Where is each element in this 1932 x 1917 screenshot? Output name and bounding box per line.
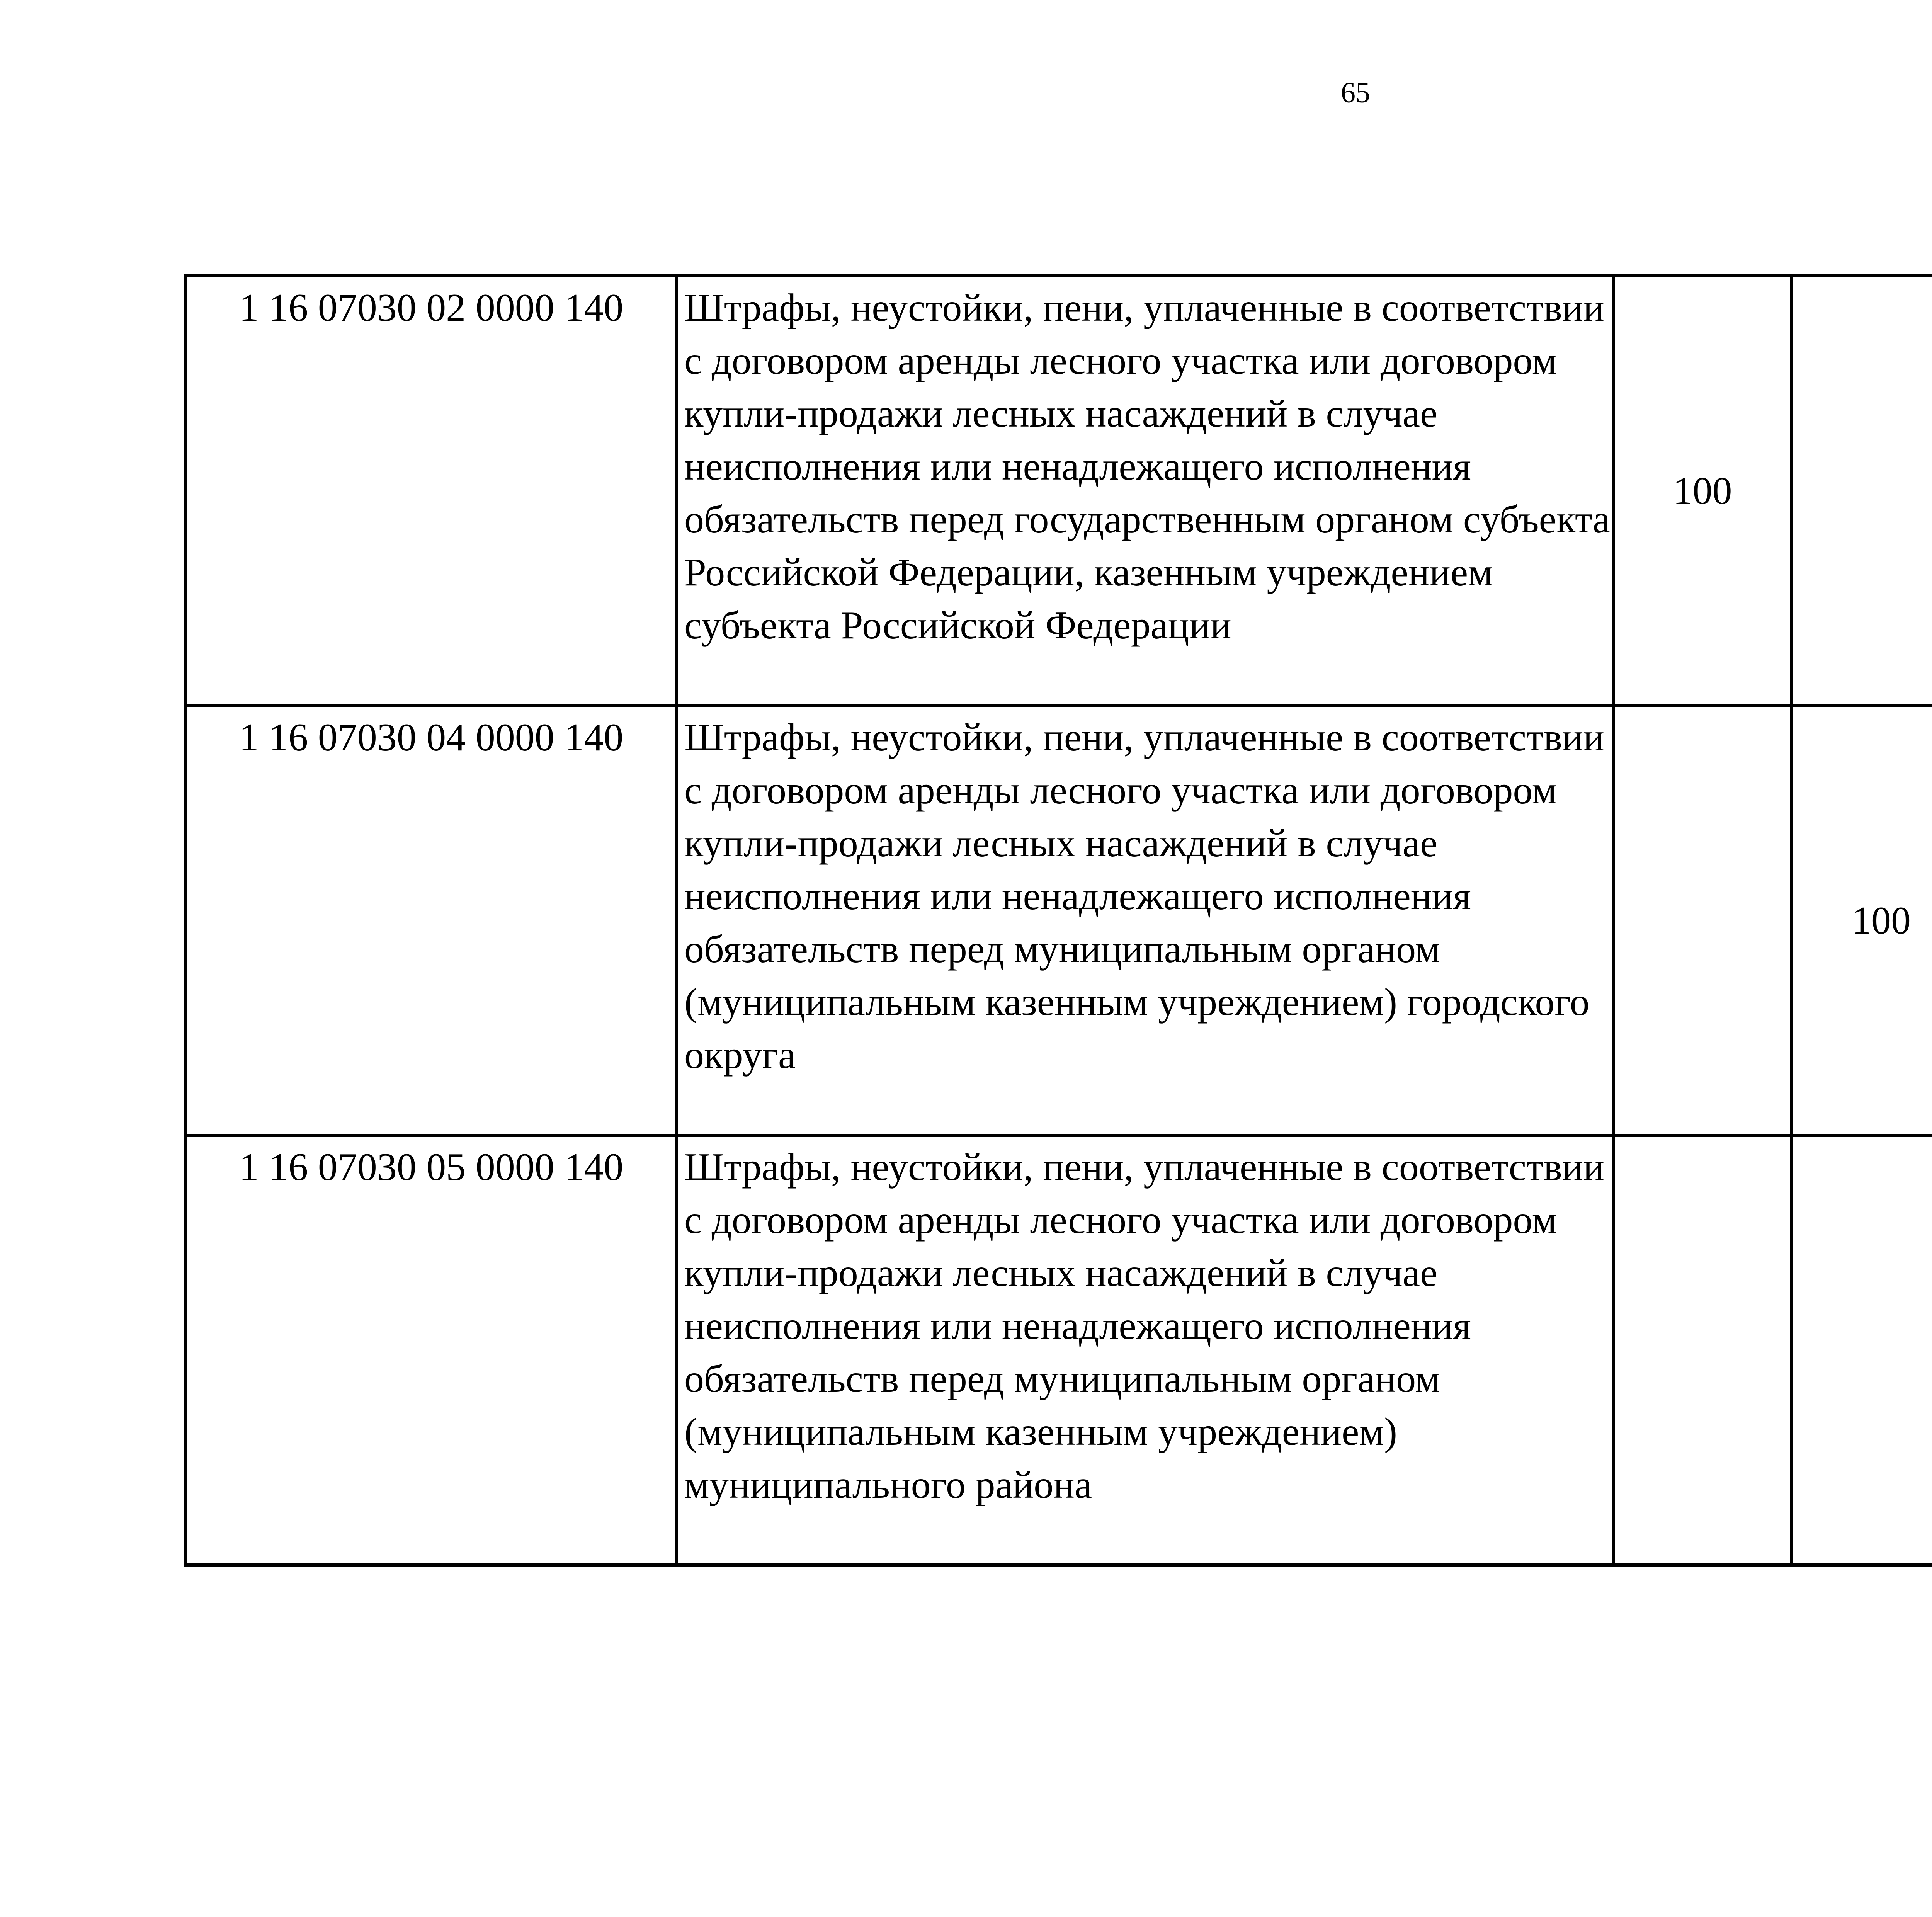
- value-cell: 100: [1614, 276, 1791, 706]
- value-cell: [1791, 276, 1932, 706]
- description-cell: Штрафы, неустойки, пени, уплаченные в соответствии с договором аренды лесного участка или договором купли-продажи лесных насаждений в случае неисполнения или ненадлежащего исполнения обязательств перед государственным органом субъекта Российской Федерации, казенным учреждением субъекта Российской Федерации: [677, 276, 1614, 706]
- value-cell: [1791, 1135, 1932, 1565]
- table-row: [186, 1135, 1932, 1565]
- value-cell: [1614, 1135, 1791, 1565]
- budget-code-cell: 1 16 07030 04 0000 140: [186, 706, 677, 1135]
- description-cell: Штрафы, неустойки, пени, уплаченные в соответствии с договором аренды лесного участка или договором купли-продажи лесных насаждений в случае неисполнения или ненадлежащего исполнения обязательств перед муниципальным органом (муниципальным казенным учреждением) муниципального района: [677, 1135, 1614, 1565]
- value-cell: [1614, 706, 1791, 1135]
- budget-code-cell: 1 16 07030 02 0000 140: [186, 276, 677, 706]
- value-cell: 100: [1791, 706, 1932, 1135]
- budget-code-cell: 1 16 07030 05 0000 140: [186, 1135, 677, 1565]
- revenue-distribution-table: [184, 274, 1932, 1567]
- page-number: 65: [1341, 77, 1370, 109]
- table-row: [186, 706, 1932, 1135]
- table-row: [186, 276, 1932, 706]
- description-cell: Штрафы, неустойки, пени, уплаченные в соответствии с договором аренды лесного участка или договором купли-продажи лесных насаждений в случае неисполнения или ненадлежащего исполнения обязательств перед муниципальным органом (муниципальным казенным учреждением) городского округа: [677, 706, 1614, 1135]
